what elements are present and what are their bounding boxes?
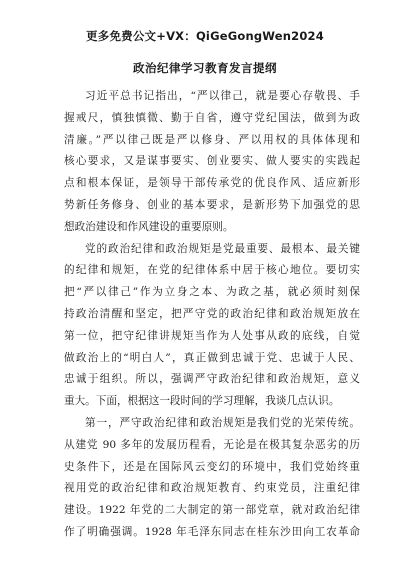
- paragraph-2: [64, 239, 360, 413]
- document-body: [64, 86, 360, 544]
- text-line: 视用党的政治纪律和政治规矩教育、约束党员，注重纪律: [64, 482, 360, 495]
- text-line: 从建党 90 多年的发展历程看，无论是在极其复杂恶劣的历: [64, 438, 360, 451]
- text-line: 史条件下，还是在国际风云变幻的环境中，我们党始终重: [64, 460, 360, 473]
- text-line: 清廉。”严以律己既是严以修身、严以用权的具体体现和: [64, 133, 360, 146]
- text-line: 习近平总书记指出，“严以律己，就是要心存敬畏、手: [85, 90, 360, 102]
- text-line: 核心要求，又是谋事要实、创业要实、做人要实的实践起: [64, 155, 360, 168]
- text-line: 建设。1922 年党的二大制定的第一部党章，就对政治纪律: [64, 504, 360, 517]
- text-line: 第一，严守政治纪律和政治规矩是我们党的光荣传统。: [85, 416, 360, 429]
- text-line: 把“严以律己”作为立身之本、为政之基，就必须时刻保: [64, 286, 360, 299]
- paragraph-3: [64, 413, 360, 544]
- text-line: 势新任务修身、创业的基本要求，是新形势下加强党的思: [64, 198, 360, 211]
- text-line: 持政治清醒和坚定，把严守党的政治纪律和政治规矩放在: [64, 307, 360, 320]
- text-line: 的纪律和规矩，在党的纪律体系中居于核心地位。要切实: [64, 264, 360, 277]
- text-line: 党的政治纪律和政治规矩是党最重要、最根本、最关键: [85, 242, 360, 255]
- text-line: 握戒尺，慎独慎微、勤于自省，遵守党纪国法，做到为政: [64, 111, 360, 124]
- text-line: 作了明确强调。1928 年毛泽东同志在桂东沙田向工农革命: [64, 525, 360, 538]
- text-line: 第一位，把守纪律讲规矩当作为人处事从政的底线，自觉: [64, 329, 360, 342]
- text-line: 做政治上的“明白人”，真正做到忠诚于党、忠诚于人民、: [64, 351, 360, 364]
- text-line: 重大。下面，根据这一段时间的学习理解，我谈几点认识。: [64, 395, 340, 408]
- watermark-header: 更多免费公文+VX：QiGeGongWen2024: [86, 29, 324, 43]
- text-line: 想政治建设和作风建设的重要原则。: [64, 220, 234, 233]
- text-line: 忠诚于组织。所以，强调严守政治纪律和政治规矩，意义: [64, 373, 360, 386]
- text-line: 点和根本保证，是领导干部传承党的优良作风、适应新形: [64, 177, 360, 190]
- document-title: 政治纪律学习教育发言提纲: [133, 61, 277, 75]
- paragraph-1: [64, 86, 360, 239]
